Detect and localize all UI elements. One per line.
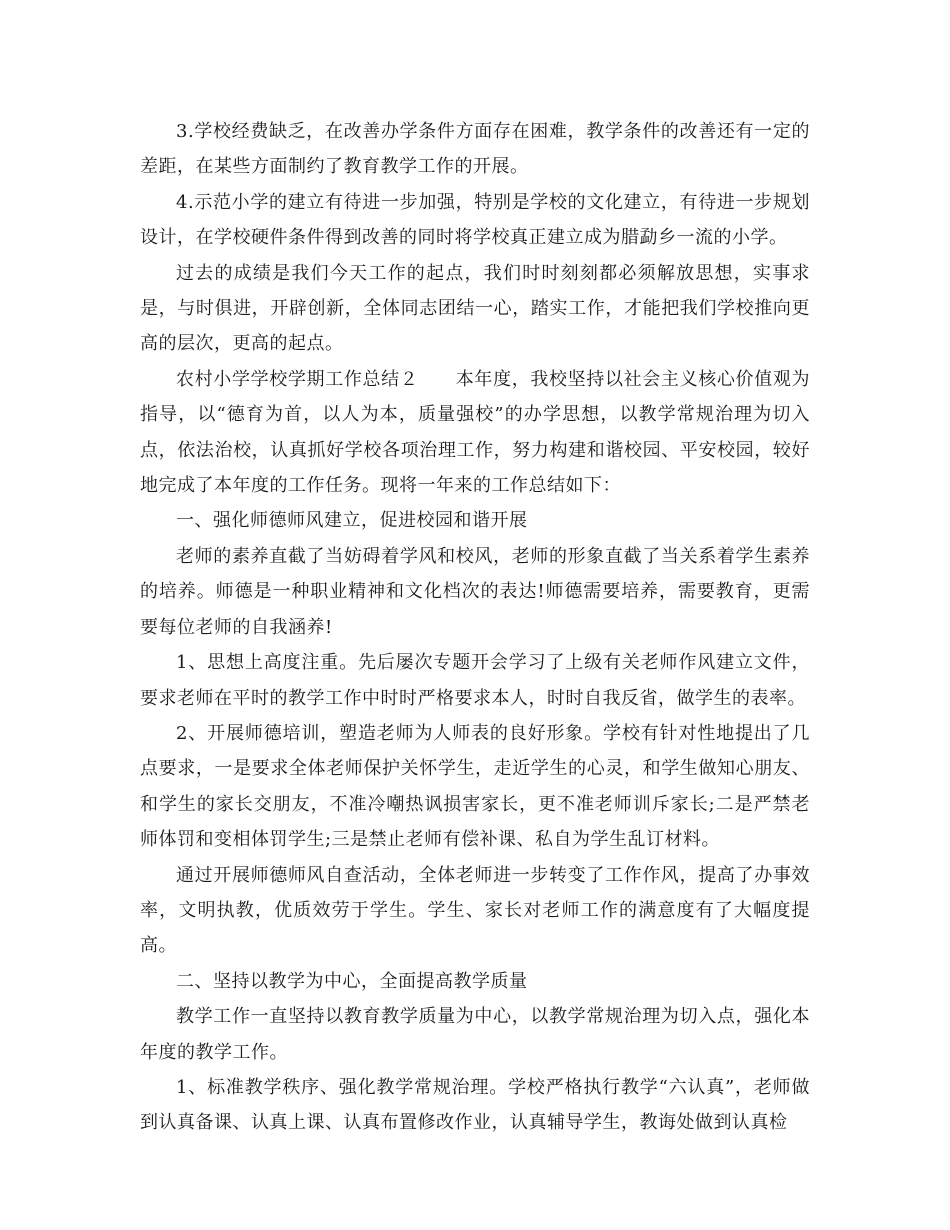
paragraph-ethics-training: 2、开展师德培训，塑造老师为人师表的良好形象。学校有针对性地提出了几点要求，一是要求全体老师保护关怀学生，走近学生的心灵，和学生做知心朋友、和学生的家长交朋友，不准冷嘲热讽损害家长，更不准老师训斥家长;二是严禁老师体罚和变相体罚学生;三是禁止老师有偿补课、私自为学生乱订材料。 bbox=[140, 722, 810, 851]
paragraph-funding-shortage: 3.学校经费缺乏，在改善办学条件方面存在困难，教学条件的改善还有一定的差距，在某些方面制约了教育教学工作的开展。 bbox=[140, 121, 810, 178]
paragraph-self-inspection: 通过开展师德师风自查活动，全体老师进一步转变了工作作风，提高了办事效率，文明执教，优质效劳于学生。学生、家长对老师工作的满意度有了大幅度提高。 bbox=[140, 864, 810, 957]
paragraph-teacher-quality: 老师的素养直截了当妨碍着学风和校风，老师的形象直截了当关系着学生素养的培养。师德是一种职业精神和文化档次的表达!师德需要培养，需要教育，更需要每位老师的自我涵养! bbox=[140, 545, 810, 638]
section-heading-ethics: 一、强化师德师风建立，促进校园和谐开展 bbox=[176, 510, 528, 532]
paragraph-model-school: 4.示范小学的建立有待进一步加强，特别是学校的文化建立，有待进一步规划设计，在学校硬件条件得到改善的同时将学校真正建立成为腊勐乡一流的小学。 bbox=[140, 191, 810, 249]
paragraph-summary-intro: 农村小学学校学期工作总结２ 本年度，我校坚持以社会主义核心价值观为指导，以“德育为首，以人为本，质量强校”的办学思想，以教学常规治理为切入点，依法治校，认真抓好学校各项治理工作，努力构建和谐校园、平安校园，较好地完成了本年度的工作任务。现将一年来的工作总结如下： bbox=[140, 368, 810, 497]
section-heading-teaching: 二、坚持以教学为中心，全面提高教学质量 bbox=[176, 970, 528, 992]
paragraph-ideological-emphasis: 1、思想上高度注重。先后屡次专题开会学习了上级有关老师作风建立文件，要求老师在平时的教学工作中时时严格要求本人，时时自我反省，做学生的表率。 bbox=[140, 652, 810, 709]
paragraph-teaching-work: 教学工作一直坚持以教育教学质量为中心，以教学常规治理为切入点，强化本年度的教学工作。 bbox=[140, 1006, 810, 1063]
paragraph-past-achievements: 过去的成绩是我们今天工作的起点，我们时时刻刻都必须解放思想，实事求是，与时俱进，开辟创新，全体同志团结一心，踏实工作，才能把我们学校推向更高的层次，更高的起点。 bbox=[140, 262, 810, 355]
paragraph-teaching-order: 1、标准教学秩序、强化教学常规治理。学校严格执行教学“六认真”，老师做到认真备课、认真上课、认真布置修改作业，认真辅导学生，教诲处做到认真检 bbox=[140, 1076, 810, 1134]
